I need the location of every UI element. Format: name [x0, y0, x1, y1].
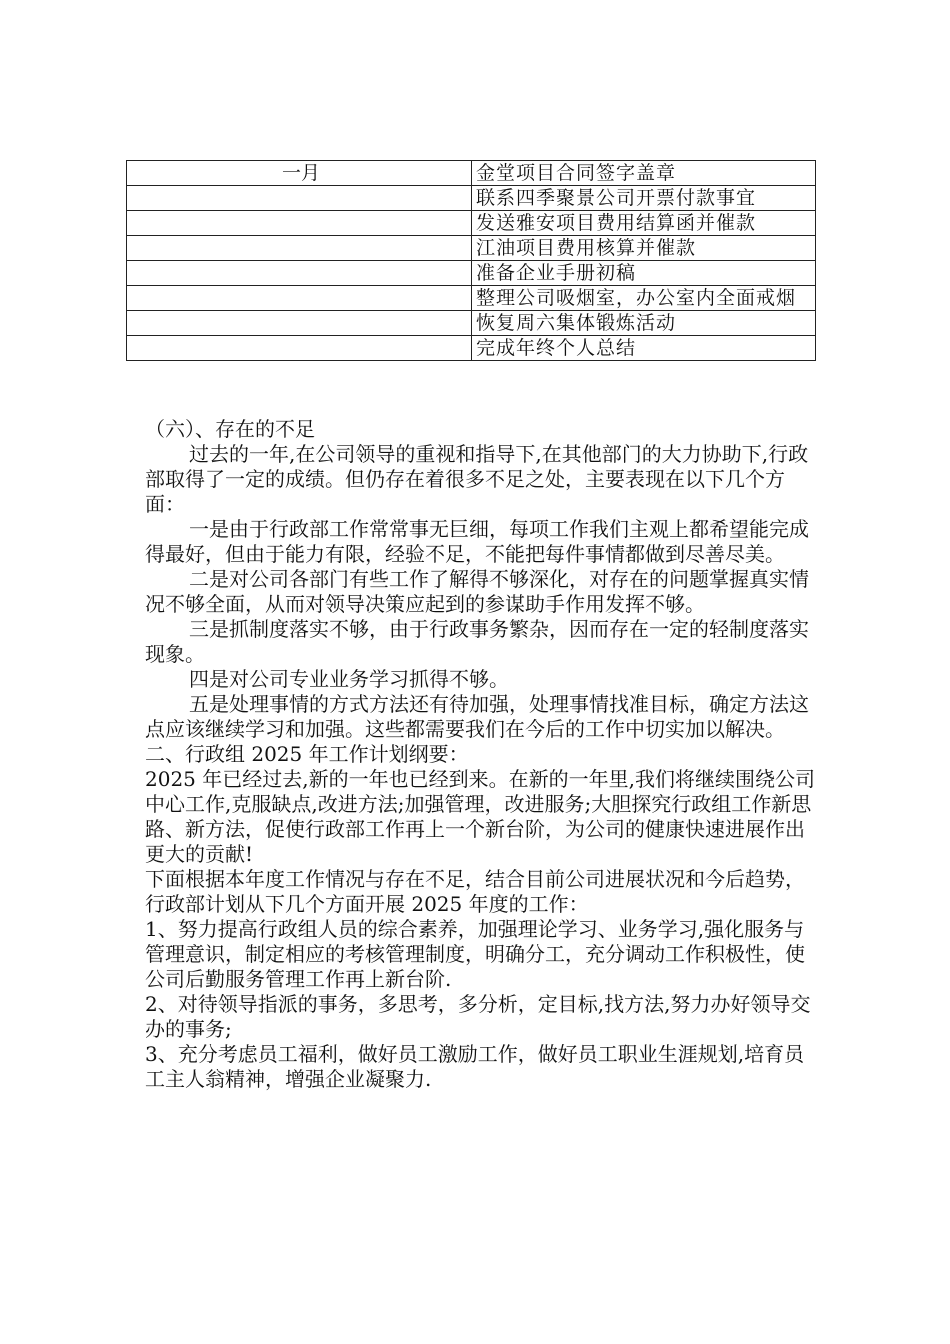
table-row: [127, 261, 816, 286]
task-cell: 江油项目费用核算并催款: [472, 236, 816, 261]
shortcoming-point: 五是处理事情的方式方法还有待加强，处理事情找准目标，确定方法这点应该继续学习和加强。这些都需要我们在今后的工作中切实加以解决。: [145, 692, 809, 741]
table-row: [127, 186, 816, 211]
shortcoming-point: 三是抓制度落实不够，由于行政事务繁杂，因而存在一定的轻制度落实现象。: [145, 617, 809, 666]
plan-paragraph: 2025 年已经过去,新的一年也已经到来。在新的一年里,我们将继续围绕公司中心工作,克服缺点,改进方法;加强管理，改进服务;大胆探究行政组工作新思路、新方法，促使行政部工作再上一个新台阶，为公司的健康快速进展作出更大的贡献!: [145, 767, 815, 866]
plan-item: 2、对待领导指派的事务，多思考，多分析，定目标,找方法,努力办好领导交办的事务;: [145, 992, 811, 1041]
month-cell-empty: [127, 311, 472, 336]
task-cell: 完成年终个人总结: [472, 336, 816, 361]
table-row: [127, 236, 816, 261]
section-heading-plan: 二、行政组 2025 年工作计划纲要：: [145, 742, 469, 766]
section-heading-shortcomings: （六）、存在的不足: [145, 417, 315, 441]
task-cell: 恢复周六集体锻炼活动: [472, 311, 816, 336]
table-row: [127, 336, 816, 361]
task-cell: 金堂项目合同签字盖章: [472, 161, 816, 186]
plan-paragraph: 下面根据本年度工作情况与存在不足，结合目前公司进展状况和今后趋势，行政部计划从下几个方面开展 2025 年度的工作：: [145, 867, 805, 916]
month-cell-empty: [127, 286, 472, 311]
shortcoming-point: 一是由于行政部工作常常事无巨细，每项工作我们主观上都希望能完成得最好，但由于能力有限，经验不足，不能把每件事情都做到尽善尽美。: [145, 517, 809, 566]
month-cell-empty: [127, 186, 472, 211]
table-row: [127, 286, 816, 311]
plan-item: 1、努力提高行政组人员的综合素养，加强理论学习、业务学习,强化服务与管理意识，制定相应的考核管理制度，明确分工，充分调动工作积极性，使公司后勤服务管理工作再上新台阶.: [145, 917, 805, 991]
month-cell-empty: [127, 261, 472, 286]
table-row: [127, 161, 816, 186]
plan-item: 3、充分考虑员工福利，做好员工激励工作，做好员工职业生涯规划,培育员工主人翁精神，增强企业凝聚力.: [145, 1042, 805, 1091]
table-row: [127, 311, 816, 336]
shortcoming-point: 四是对公司专业业务学习抓得不够。: [189, 667, 509, 691]
task-cell: 发送雅安项目费用结算函并催款: [472, 211, 816, 236]
task-cell: 整理公司吸烟室，办公室内全面戒烟: [472, 286, 816, 311]
month-cell-empty: [127, 211, 472, 236]
month-cell: 一月: [127, 161, 472, 186]
month-cell-empty: [127, 336, 472, 361]
shortcoming-point: 二是对公司各部门有些工作了解得不够深化，对存在的问题掌握真实情况不够全面，从而对领导决策应起到的参谋助手作用发挥不够。: [145, 567, 809, 616]
month-cell-empty: [127, 236, 472, 261]
work-plan-table: [126, 160, 816, 361]
table-row: [127, 211, 816, 236]
shortcomings-intro: 过去的一年,在公司领导的重视和指导下,在其他部门的大力协助下,行政部取得了一定的成绩。但仍存在着很多不足之处，主要表现在以下几个方面：: [145, 442, 809, 516]
task-cell: 联系四季聚景公司开票付款事宜: [472, 186, 816, 211]
task-cell: 准备企业手册初稿: [472, 261, 816, 286]
document-body: [145, 417, 820, 1092]
